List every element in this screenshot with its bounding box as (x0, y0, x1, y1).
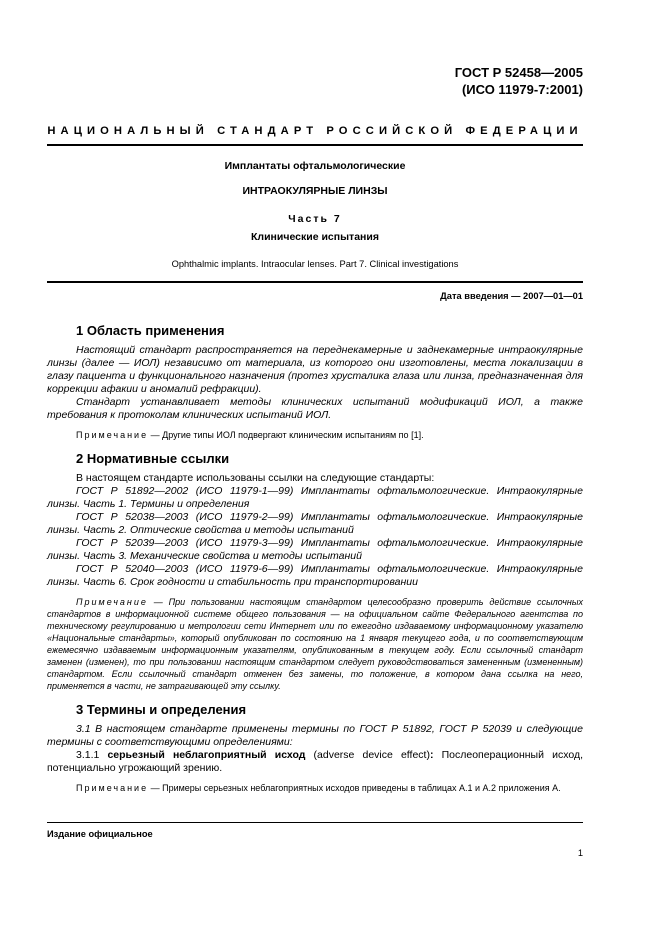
page-number: 1 (577, 848, 583, 858)
intro-date: Дата введения — 2007—01—01 (440, 291, 583, 301)
section2-heading: 2 Нормативные ссылки (76, 451, 230, 466)
section3-heading: 3 Термины и определения (76, 702, 247, 717)
definition-text: Послеоперационный исход, потенциально угрожающий зрению. (47, 749, 583, 774)
normative-ref: ГОСТ Р 51892—2002 (ИСО 11979-1—99) Имплантаты офтальмологические. Интраокулярные линзы. Часть 1. Термины и определения (47, 485, 583, 510)
definition-colon: : (429, 749, 442, 761)
title-part: Часть 7 (288, 213, 342, 225)
note-label: Примечание (76, 783, 149, 793)
section1-heading: 1 Область применения (76, 323, 225, 338)
normative-ref: ГОСТ Р 52038—2003 (ИСО 11979-2—99) Имплантаты офтальмологические. Интраокулярные линзы. Часть 2. Оптические свойства и методы испытаний (47, 511, 583, 536)
iso-code: (ИСО 11979-7:2001) (461, 82, 583, 97)
definition-3-1-1 (47, 749, 583, 775)
note-text: — Другие типы ИОЛ подвергают клиническим испытаниям по [1]. (148, 430, 424, 440)
title-part-name: Клинические испытания (251, 231, 379, 243)
title-rule (47, 281, 583, 283)
section1-note (47, 429, 583, 441)
title-general: Имплантаты офтальмологические (224, 160, 406, 172)
note-label: Примечание (76, 430, 149, 440)
document-body (47, 322, 583, 803)
section2-note (47, 596, 583, 692)
top-rule (47, 144, 583, 146)
title-main: ИНТРАОКУЛЯРНЫЕ ЛИНЗЫ (242, 185, 388, 197)
definition-number: 3.1.1 (76, 749, 108, 761)
section2-intro: В настоящем стандарте использованы ссылки на следующие стандарты: (76, 472, 435, 484)
edition-label: Издание официальное (47, 829, 153, 839)
standard-codes (455, 64, 583, 98)
normative-ref: ГОСТ Р 52039—2003 (ИСО 11979-3—99) Имплантаты офтальмологические. Интраокулярные линзы. Часть 3. Механические свойства и методы испытаний (47, 537, 583, 562)
gost-code: ГОСТ Р 52458—2005 (454, 65, 583, 80)
note-text: — При пользовании настоящим стандартом целесообразно проверить действие ссылочных стандартов в информационной системе общего пользования — на официальном сайте Федерального агентства по техническому регулированию и метрологии сети Интернет или по ежегодно издаваемому информационному указателю «Национальные стандарты», который опубликован по состоянию на 1 января текущего года, и по соответствующим ежемесячно издаваемым информационным указателям, опубликованным в текущем году. Если ссылочный стандарт заменен (изменен), то при пользовании настоящим стандартом следует руководствоваться замененным (измененным) стандартом. Если ссылочный стандарт отменен без замены, то положение, в котором дана ссылка на него, применяется в части, не затрагивающей эту ссылку. (47, 597, 583, 691)
definition-english: (adverse device effect) (305, 749, 430, 761)
definition-term: серьезный неблагоприятный исход (107, 749, 306, 761)
section1-para2: Стандарт устанавливает методы клинических испытаний модификаций ИОЛ, а также требования к протоколам клинических испытаний ИОЛ. (47, 396, 583, 421)
national-standard-banner: НАЦИОНАЛЬНЫЙ СТАНДАРТ РОССИЙСКОЙ ФЕДЕРАЦИИ (47, 125, 583, 137)
section3-para1: 3.1 В настоящем стандарте применены термины по ГОСТ Р 51892, ГОСТ Р 52039 и следующие термины с соответствующими определениями: (47, 723, 583, 748)
footer-rule (47, 822, 583, 823)
title-english: Ophthalmic implants. Intraocular lenses. Part 7. Clinical investigations (171, 259, 459, 269)
section3-note (47, 782, 583, 794)
note-label: Примечание (76, 597, 148, 607)
note-text: — Примеры серьезных неблагоприятных исходов приведены в таблицах А.1 и А.2 приложения А. (148, 783, 561, 793)
normative-ref: ГОСТ Р 52040—2003 (ИСО 11979-6—99) Имплантаты офтальмологические. Интраокулярные линзы. Часть 6. Срок годности и стабильность при транспортировании (47, 563, 583, 588)
section1-para1: Настоящий стандарт распространяется на переднекамерные и заднекамерные интраокулярные линзы (далее — ИОЛ) независимо от материала, из которого они изготовлены, места локализации в глазу пациента и функционального назначения (протез хрусталика глаза или линза, предназначенная для коррекции афакии и аномалий рефракции). (47, 344, 583, 395)
